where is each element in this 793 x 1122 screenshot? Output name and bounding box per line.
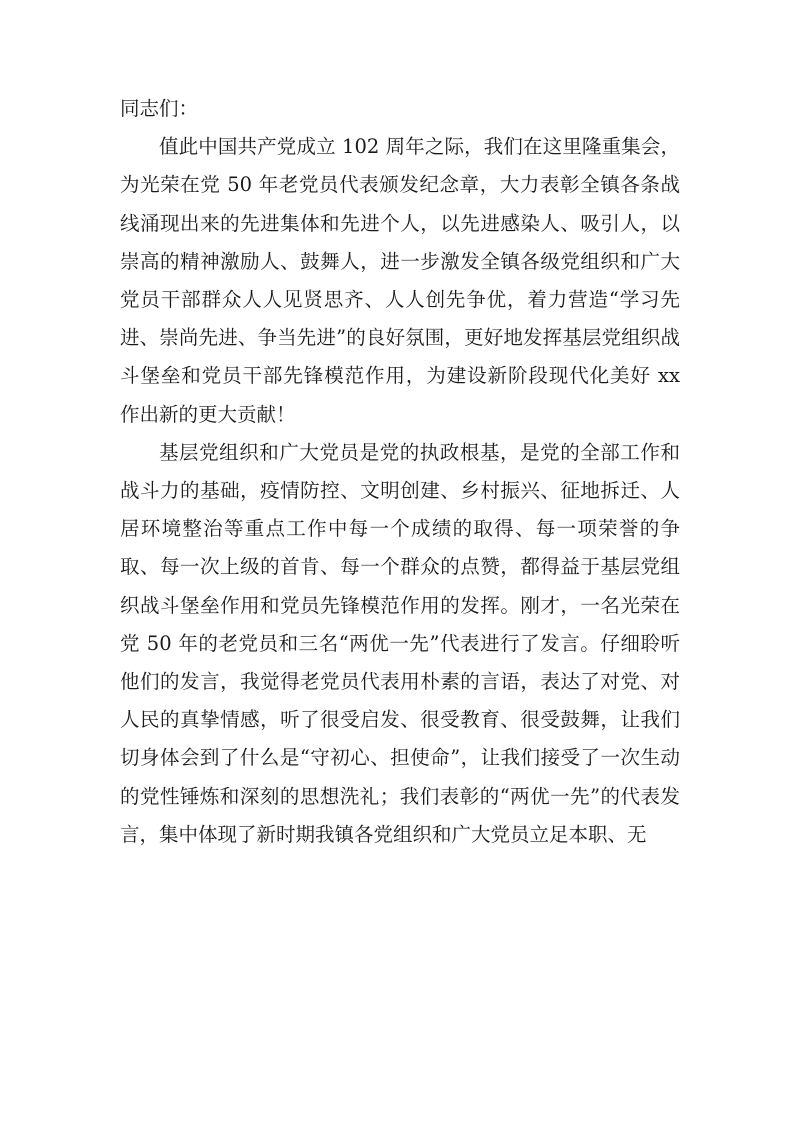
paragraph-2: 基层党组织和广大党员是党的执政根基，是党的全部工作和战斗力的基础，疫情防控、文明创建、乡村振兴、征地拆迁、人居环境整治等重点工作中每一个成绩的取得、每一项荣誉的争取、每一次上级的首肯、每一个群众的点赞，都得益于基层党组织战斗堡垒作用和党员先锋模范作用的发挥。刚才，一名光荣在党 50 年的老党员和三名“两优一先”代表进行了发言。仔细聆听他们的发言，我觉得老党员代表用朴素的言语，表达了对党、对人民的真挚情感，听了很受启发、很受教育、很受鼓舞，让我们切身体会到了什么是“守初心、担使命”，让我们接受了一次生动的党性锤炼和深刻的思想洗礼；我们表彰的“两优一先”的代表发言，集中体现了新时期我镇各党组织和广大党员立足本职、无 <box>120 440 680 846</box>
paragraph-1: 值此中国共产党成立 102 周年之际，我们在这里隆重集会，为光荣在党 50 年老党员代表颁发纪念章，大力表彰全镇各条战线涌现出来的先进集体和先进个人，以先进感染人、吸引人，以崇高的精神激励人、鼓舞人，进一步激发全镇各级党组织和广大党员干部群众人人见贤思齐、人人创先争优，着力营造“学习先进、崇尚先进、争当先进”的良好氛围，更好地发挥基层党组织战斗堡垒和党员干部先锋模范作用，为建设新阶段现代化美好 xx 作出新的更大贡献！ <box>120 135 680 426</box>
document-body <box>120 90 680 854</box>
salutation: 同志们： <box>120 97 199 120</box>
